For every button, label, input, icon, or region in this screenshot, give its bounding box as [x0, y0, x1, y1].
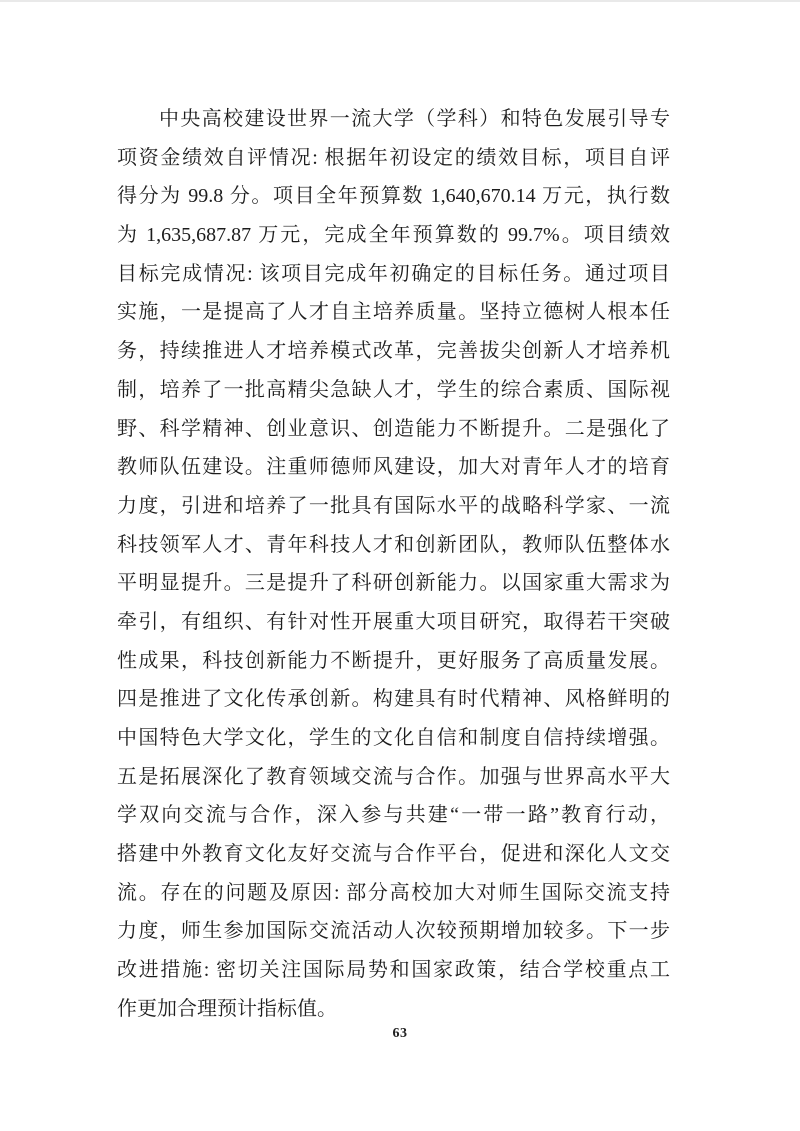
text-line: 教师队伍建设。注重师德师风建设，加大对青年人才的培育: [117, 456, 670, 479]
text-line: 目标完成情况: 该项目完成年初确定的目标任务。通过项目: [117, 262, 670, 285]
text-line: 四是推进了文化传承创新。构建具有时代精神、风格鲜明的: [117, 688, 670, 711]
text-line: 务，持续推进人才培养模式改革，完善拔尖创新人才培养机: [117, 340, 670, 363]
text-line: 为 1,635,687.87 万元，完成全年预算数的 99.7%。项目绩效: [117, 224, 670, 247]
text-line: 项资金绩效自评情况: 根据年初设定的绩效目标，项目自评: [117, 146, 670, 169]
page-top-edge-divider: [0, 0, 800, 2]
text-line: 得分为 99.8 分。项目全年预算数 1,640,670.14 万元，执行数: [117, 185, 670, 208]
text-line: 性成果，科技创新能力不断提升，更好服务了高质量发展。: [117, 649, 670, 672]
text-line: 力度，师生参加国际交流活动人次较预期增加较多。下一步: [117, 920, 670, 943]
text-line: 流。存在的问题及原因: 部分高校加大对师生国际交流支持: [117, 881, 670, 904]
text-line: 力度，引进和培养了一批具有国际水平的战略科学家、一流: [117, 494, 670, 517]
text-line: 学双向交流与合作，深入参与共建“一带一路”教育行动，: [117, 804, 670, 827]
text-line: 实施，一是提高了人才自主培养质量。坚持立德树人根本任: [117, 301, 670, 324]
text-line: 平明显提升。三是提升了科研创新能力。以国家重大需求为: [117, 572, 670, 595]
text-line: 作更加合理预计指标值。: [117, 997, 337, 1020]
text-line: 制，培养了一批高精尖急缺人才，学生的综合素质、国际视: [117, 378, 670, 401]
text-line: 搭建中外教育文化友好交流与合作平台，促进和深化人文交: [117, 843, 670, 866]
body-paragraph: [117, 100, 670, 1029]
text-line: 改进措施: 密切关注国际局势和国家政策，结合学校重点工: [117, 959, 670, 982]
page-number: 63: [392, 1026, 408, 1041]
text-line: 中国特色大学文化，学生的文化自信和制度自信持续增强。: [117, 727, 670, 749]
text-line: 牵引，有组织、有针对性开展重大项目研究，取得若干突破: [117, 610, 670, 633]
text-line: 五是拓展深化了教育领域交流与合作。加强与世界高水平大: [117, 765, 670, 788]
text-line: 中央高校建设世界一流大学（学科）和特色发展引导专: [159, 108, 670, 130]
text-line: 科技领军人才、青年科技人才和创新团队，教师队伍整体水: [117, 533, 670, 556]
text-line: 野、科学精神、创业意识、创造能力不断提升。二是强化了: [117, 417, 670, 440]
